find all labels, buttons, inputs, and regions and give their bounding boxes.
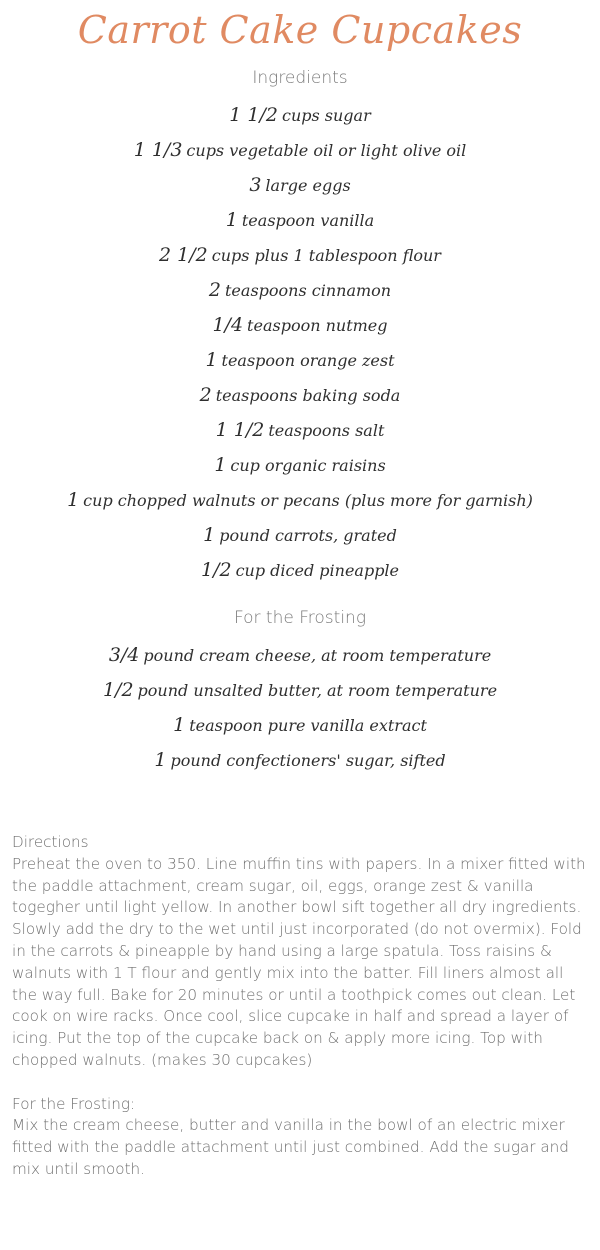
ingredient-qty: 2 [199, 384, 212, 406]
ingredient-item [0, 448, 600, 483]
ingredient-item [0, 168, 600, 203]
recipe-title: Carrot Cake Cupcakes [77, 8, 523, 52]
ingredient-item [0, 98, 600, 133]
frosting-text: pound confectioners' sugar, sifted [170, 751, 446, 770]
ingredient-item [0, 238, 600, 273]
frosting-text: pound cream cheese, at room temperature [143, 646, 492, 665]
frosting-directions-body: Mix the cream cheese, butter and vanilla in the bowl of an electric mixer fitted with the paddle attachment until just combined. Add the sugar and mix until smooth. [12, 1116, 569, 1178]
ingredient-qty: 1 1/3 [133, 139, 183, 161]
ingredient-qty: 1 [203, 524, 216, 546]
ingredient-qty: 1 1/2 [215, 419, 265, 441]
paragraph-spacer [12, 1072, 588, 1094]
ingredient-item [0, 518, 600, 553]
ingredient-text: teaspoons cinnamon [225, 281, 392, 300]
frosting-qty: 1 [173, 714, 186, 736]
ingredient-item [0, 483, 600, 518]
ingredient-text: cups vegetable oil or light olive oil [186, 141, 467, 160]
ingredient-item [0, 553, 600, 588]
ingredient-text: teaspoon orange zest [221, 351, 395, 370]
ingredient-text: cup diced pineapple [235, 561, 400, 580]
ingredient-qty: 3 [249, 174, 262, 196]
ingredient-qty: 1 [214, 454, 227, 476]
directions-section [12, 832, 588, 1181]
ingredient-item [0, 308, 600, 343]
ingredient-qty: 2 1/2 [159, 244, 208, 266]
frosting-item [0, 743, 600, 778]
ingredient-text: teaspoon nutmeg [247, 316, 388, 335]
ingredient-text: teaspoon vanilla [241, 211, 375, 230]
frosting-list [0, 638, 600, 778]
ingredient-qty: 1/2 [200, 559, 232, 581]
ingredients-list [0, 98, 600, 588]
frosting-item [0, 708, 600, 743]
ingredient-item [0, 378, 600, 413]
ingredient-qty: 1 [205, 349, 218, 371]
ingredient-item [0, 413, 600, 448]
frosting-qty: 3/4 [108, 644, 140, 666]
directions-body: Preheat the oven to 350. Line muffin tins with papers. In a mixer fitted with the paddle attachment, cream sugar, oil, eggs, orange zest & vanilla togegher until light yellow. In another bowl sift together all dry ingredients. Slowly add the dry to the wet until just incorporated (do not overmix). Fold in the carrots & pineapple by hand using a large spatula. Toss raisins & walnuts with 1 T flour and gently mix into the batter. Fill liners almost all the way full. Bake for 20 minutes or until a toothpick comes out clean. Let cook on wire racks. Once cool, slice cupcake in half and spread a layer of icing. Put the top of the cupcake back on & apply more icing. Top with chopped walnuts. (makes 30 cupcakes) [12, 854, 586, 1069]
directions-heading: Directions [12, 833, 89, 851]
frosting-item [0, 638, 600, 673]
ingredient-text: teaspoons salt [268, 421, 385, 440]
ingredient-text: cup organic raisins [230, 456, 386, 475]
ingredient-text: teaspoons baking soda [215, 386, 401, 405]
frosting-qty: 1 [154, 749, 167, 771]
ingredient-text: cup chopped walnuts or pecans (plus more for garnish) [83, 491, 533, 510]
ingredient-qty: 1/4 [212, 314, 244, 336]
ingredient-qty: 1 [67, 489, 80, 511]
frosting-item [0, 673, 600, 708]
ingredient-text: pound carrots, grated [219, 526, 397, 545]
ingredient-qty: 1 1/2 [229, 104, 278, 126]
ingredient-item [0, 273, 600, 308]
ingredients-heading: Ingredients [252, 68, 348, 88]
ingredient-item [0, 133, 600, 168]
ingredient-text: cups sugar [281, 106, 371, 125]
ingredient-item [0, 203, 600, 238]
ingredient-text: large eggs [265, 176, 351, 195]
frosting-text: teaspoon pure vanilla extract [189, 716, 427, 735]
frosting-qty: 1/2 [102, 679, 134, 701]
frosting-directions-heading: For the Frosting: [12, 1094, 136, 1113]
ingredient-text: cups plus 1 tablespoon flour [211, 246, 441, 265]
ingredient-item [0, 343, 600, 378]
ingredient-qty: 1 [225, 209, 238, 231]
frosting-heading: For the Frosting [233, 608, 367, 628]
ingredient-qty: 2 [208, 279, 221, 301]
frosting-text: pound unsalted butter, at room temperature [137, 681, 498, 700]
